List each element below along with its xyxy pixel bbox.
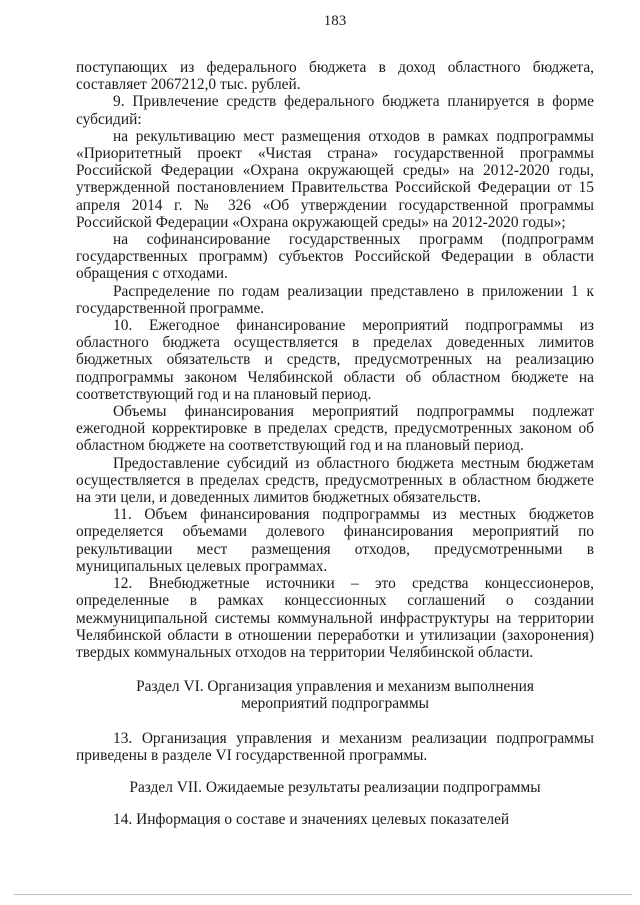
paragraph: 11. Объем финансирования подпрограммы из местных бюджетов определяется объемами долевого финансирования мероприятий по рекультивации мест размещения отходов, предусмотренными в муниципальных целевых программах. bbox=[76, 506, 594, 575]
section-heading-line: Раздел VI. Организация управления и механизм выполнения bbox=[136, 678, 534, 696]
paragraph: на рекультивацию мест размещения отходов в рамках подпрограммы «Приоритетный проект «Чистая страна» государственной программы Российской Федерации «Охрана окружающей среды» на 2012-2020 годы, утвержденной постановлением Правительства Российской Федерации от 15 апреля 2014 г. № 326 «Об утверждении государственной программы Российской Федерации «Охрана окружающей среды» на 2012-2020 годы»; bbox=[76, 127, 594, 231]
paragraph: Предоставление субсидий из областного бюджета местным бюджетам осуществляется в пределах средств, предусмотренных в областном бюджете на эти цели, и доведенных лимитов бюджетных обязательств. bbox=[76, 454, 594, 507]
document-body bbox=[76, 59, 594, 828]
spacer bbox=[76, 713, 594, 730]
paragraph: Распределение по годам реализации представлено в приложении 1 к государственной программе. bbox=[76, 282, 594, 317]
paragraph: 10. Ежегодное финансирование мероприятий подпрограммы из областного бюджета осуществляется в пределах доведенных лимитов бюджетных обязательств и средств, предусмотренных на реализацию подпрограммы законом Челябинской области об областном бюджете на соответствующий год и на плановый период. bbox=[76, 317, 594, 403]
paragraph: Объемы финансирования мероприятий подпрограммы подлежат ежегодной корректировке в пределах средств, предусмотренных законом об областном бюджете на соответствующий год и на плановый период. bbox=[76, 403, 594, 455]
paragraph: поступающих из федерального бюджета в доход областного бюджета, составляет 2067212,0 тыс. рублей. bbox=[76, 59, 594, 94]
spacer bbox=[76, 764, 594, 779]
paragraph: 13. Организация управления и механизм реализации подпрограммы приведены в разделе VI государственной программы. bbox=[76, 729, 594, 764]
paragraph: 9. Привлечение средств федерального бюджета планируется в форме субсидий: bbox=[76, 93, 594, 128]
section-heading-line: мероприятий подпрограммы bbox=[241, 695, 429, 713]
spacer bbox=[76, 796, 594, 811]
section-heading: Раздел VII. Ожидаемые результаты реализации подпрограммы bbox=[129, 778, 541, 796]
paragraph: на софинансирование государственных программ (подпрограмм государственных программ) субъектов Российской Федерации в области обращения с отходами. bbox=[76, 231, 594, 283]
page-number: 183 bbox=[323, 13, 347, 29]
spacer bbox=[76, 661, 594, 678]
page-bottom-edge bbox=[14, 894, 632, 895]
paragraph: 12. Внебюджетные источники – это средства концессионеров, определенные в рамках концессионных соглашений о создании межмуниципальной системы коммунальной инфраструктуры на территории Челябинской области в отношении переработки и утилизации (захоронения) твердых коммунальных отходов на территории Челябинской области. bbox=[76, 575, 594, 661]
paragraph: 14. Информация о составе и значениях целевых показателей bbox=[113, 811, 510, 829]
